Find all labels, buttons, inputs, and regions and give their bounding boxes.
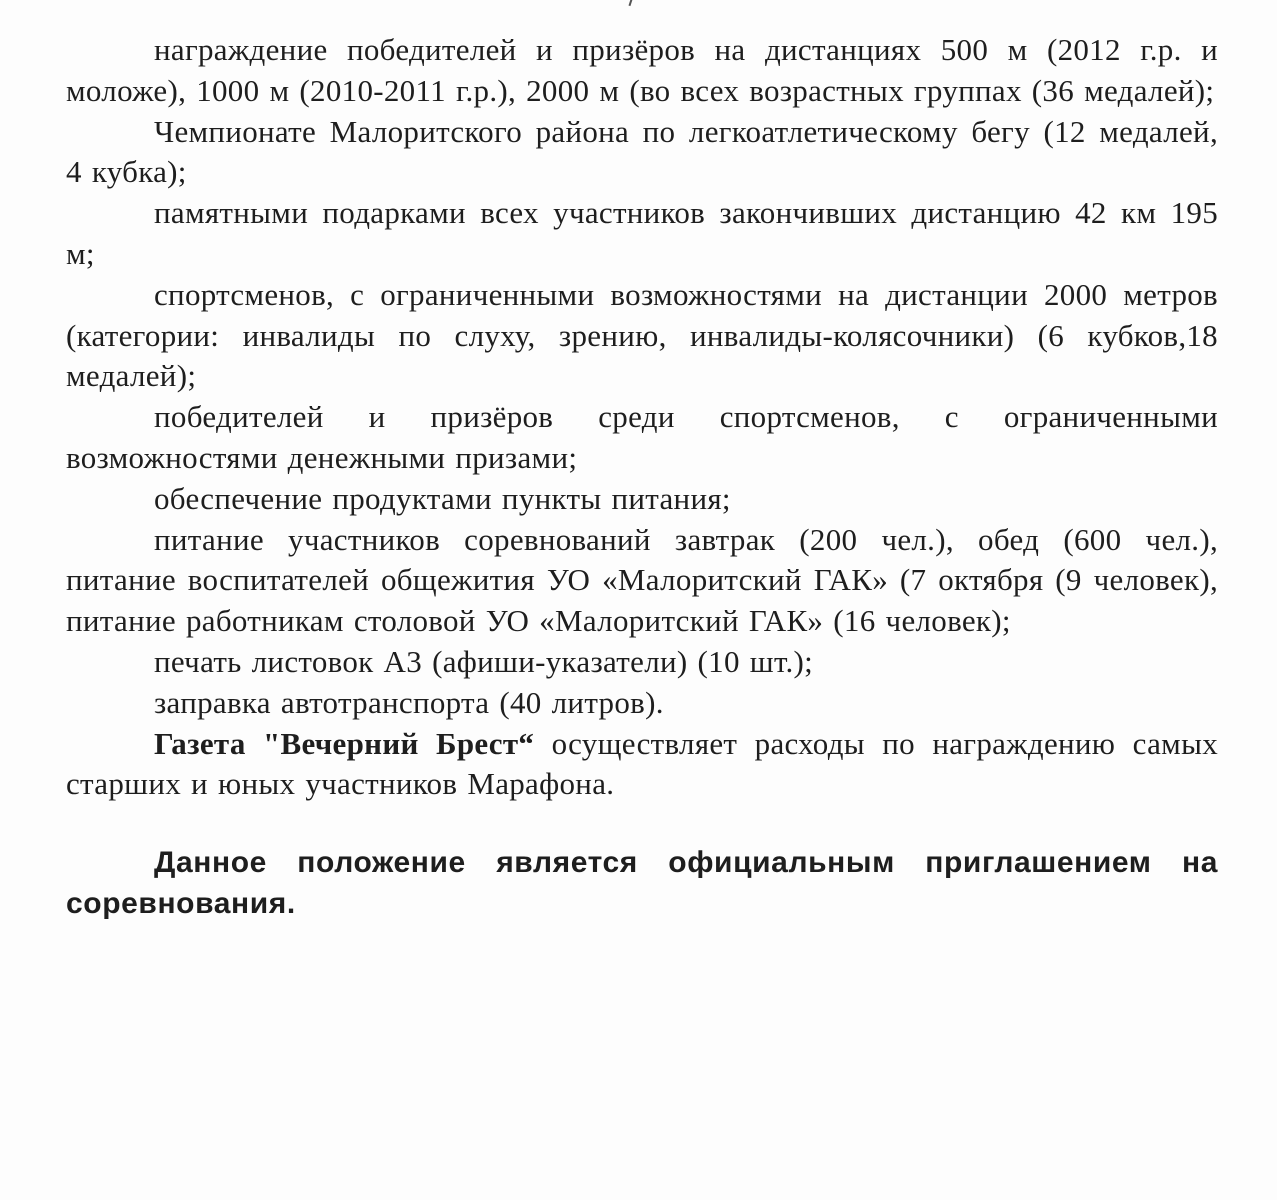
newspaper-name: Газета "Вечерний Брест“	[154, 725, 535, 761]
paragraph-awards-distances: награждение победителей и призёров на дистанциях 500 м (2012 г.р. и моложе), 1000 м (2010-2011 г.р.), 2000 м (во всех возрастных группах (36 медалей);	[66, 32, 1218, 108]
paragraph-newspaper	[66, 724, 1218, 806]
paragraph-leaflets: печать листовок А3 (афиши-указатели) (10 шт.);	[154, 643, 814, 679]
newspaper-text: осуществляет расходы по награждению самых старших и юных участников Марафона.	[66, 725, 1218, 802]
document-body	[66, 30, 1218, 925]
paragraph-disabled-athletes: спортсменов, с ограниченными возможностями на дистанции 2000 метров (категории: инвалиды по слуху, зрению, инвалиды-колясочники) (6 кубков,18 медалей);	[66, 276, 1218, 394]
paragraph-cash-prizes: победителей и призёров среди спортсменов, с ограниченными возможностями денежными призами;	[66, 399, 1218, 475]
paragraph-meals: питание участников соревнований завтрак (200 чел.), обед (600 чел.), питание воспитателей общежития УО «Малоритский ГАК» (7 октября (9 человек), питание работникам столовой УО «Малоритский ГАК» (16 человек);	[66, 521, 1218, 639]
paragraph-district-championship: Чемпионате Малоритского района по легкоатлетическому бегу (12 медалей, 4 кубка);	[66, 113, 1218, 190]
paragraph-food-points: обеспечение продуктами пункты питания;	[154, 480, 731, 516]
closing-statement: Данное положение является официальным приглашением на соревнования.	[66, 846, 1218, 920]
paragraph-marathon-gifts: памятными подарками всех участников закончивших дистанцию 42 км 195 м;	[66, 195, 1218, 271]
paragraph-fuel: заправка автотранспорта (40 литров).	[154, 684, 664, 720]
page-edge-mark	[629, 0, 634, 6]
